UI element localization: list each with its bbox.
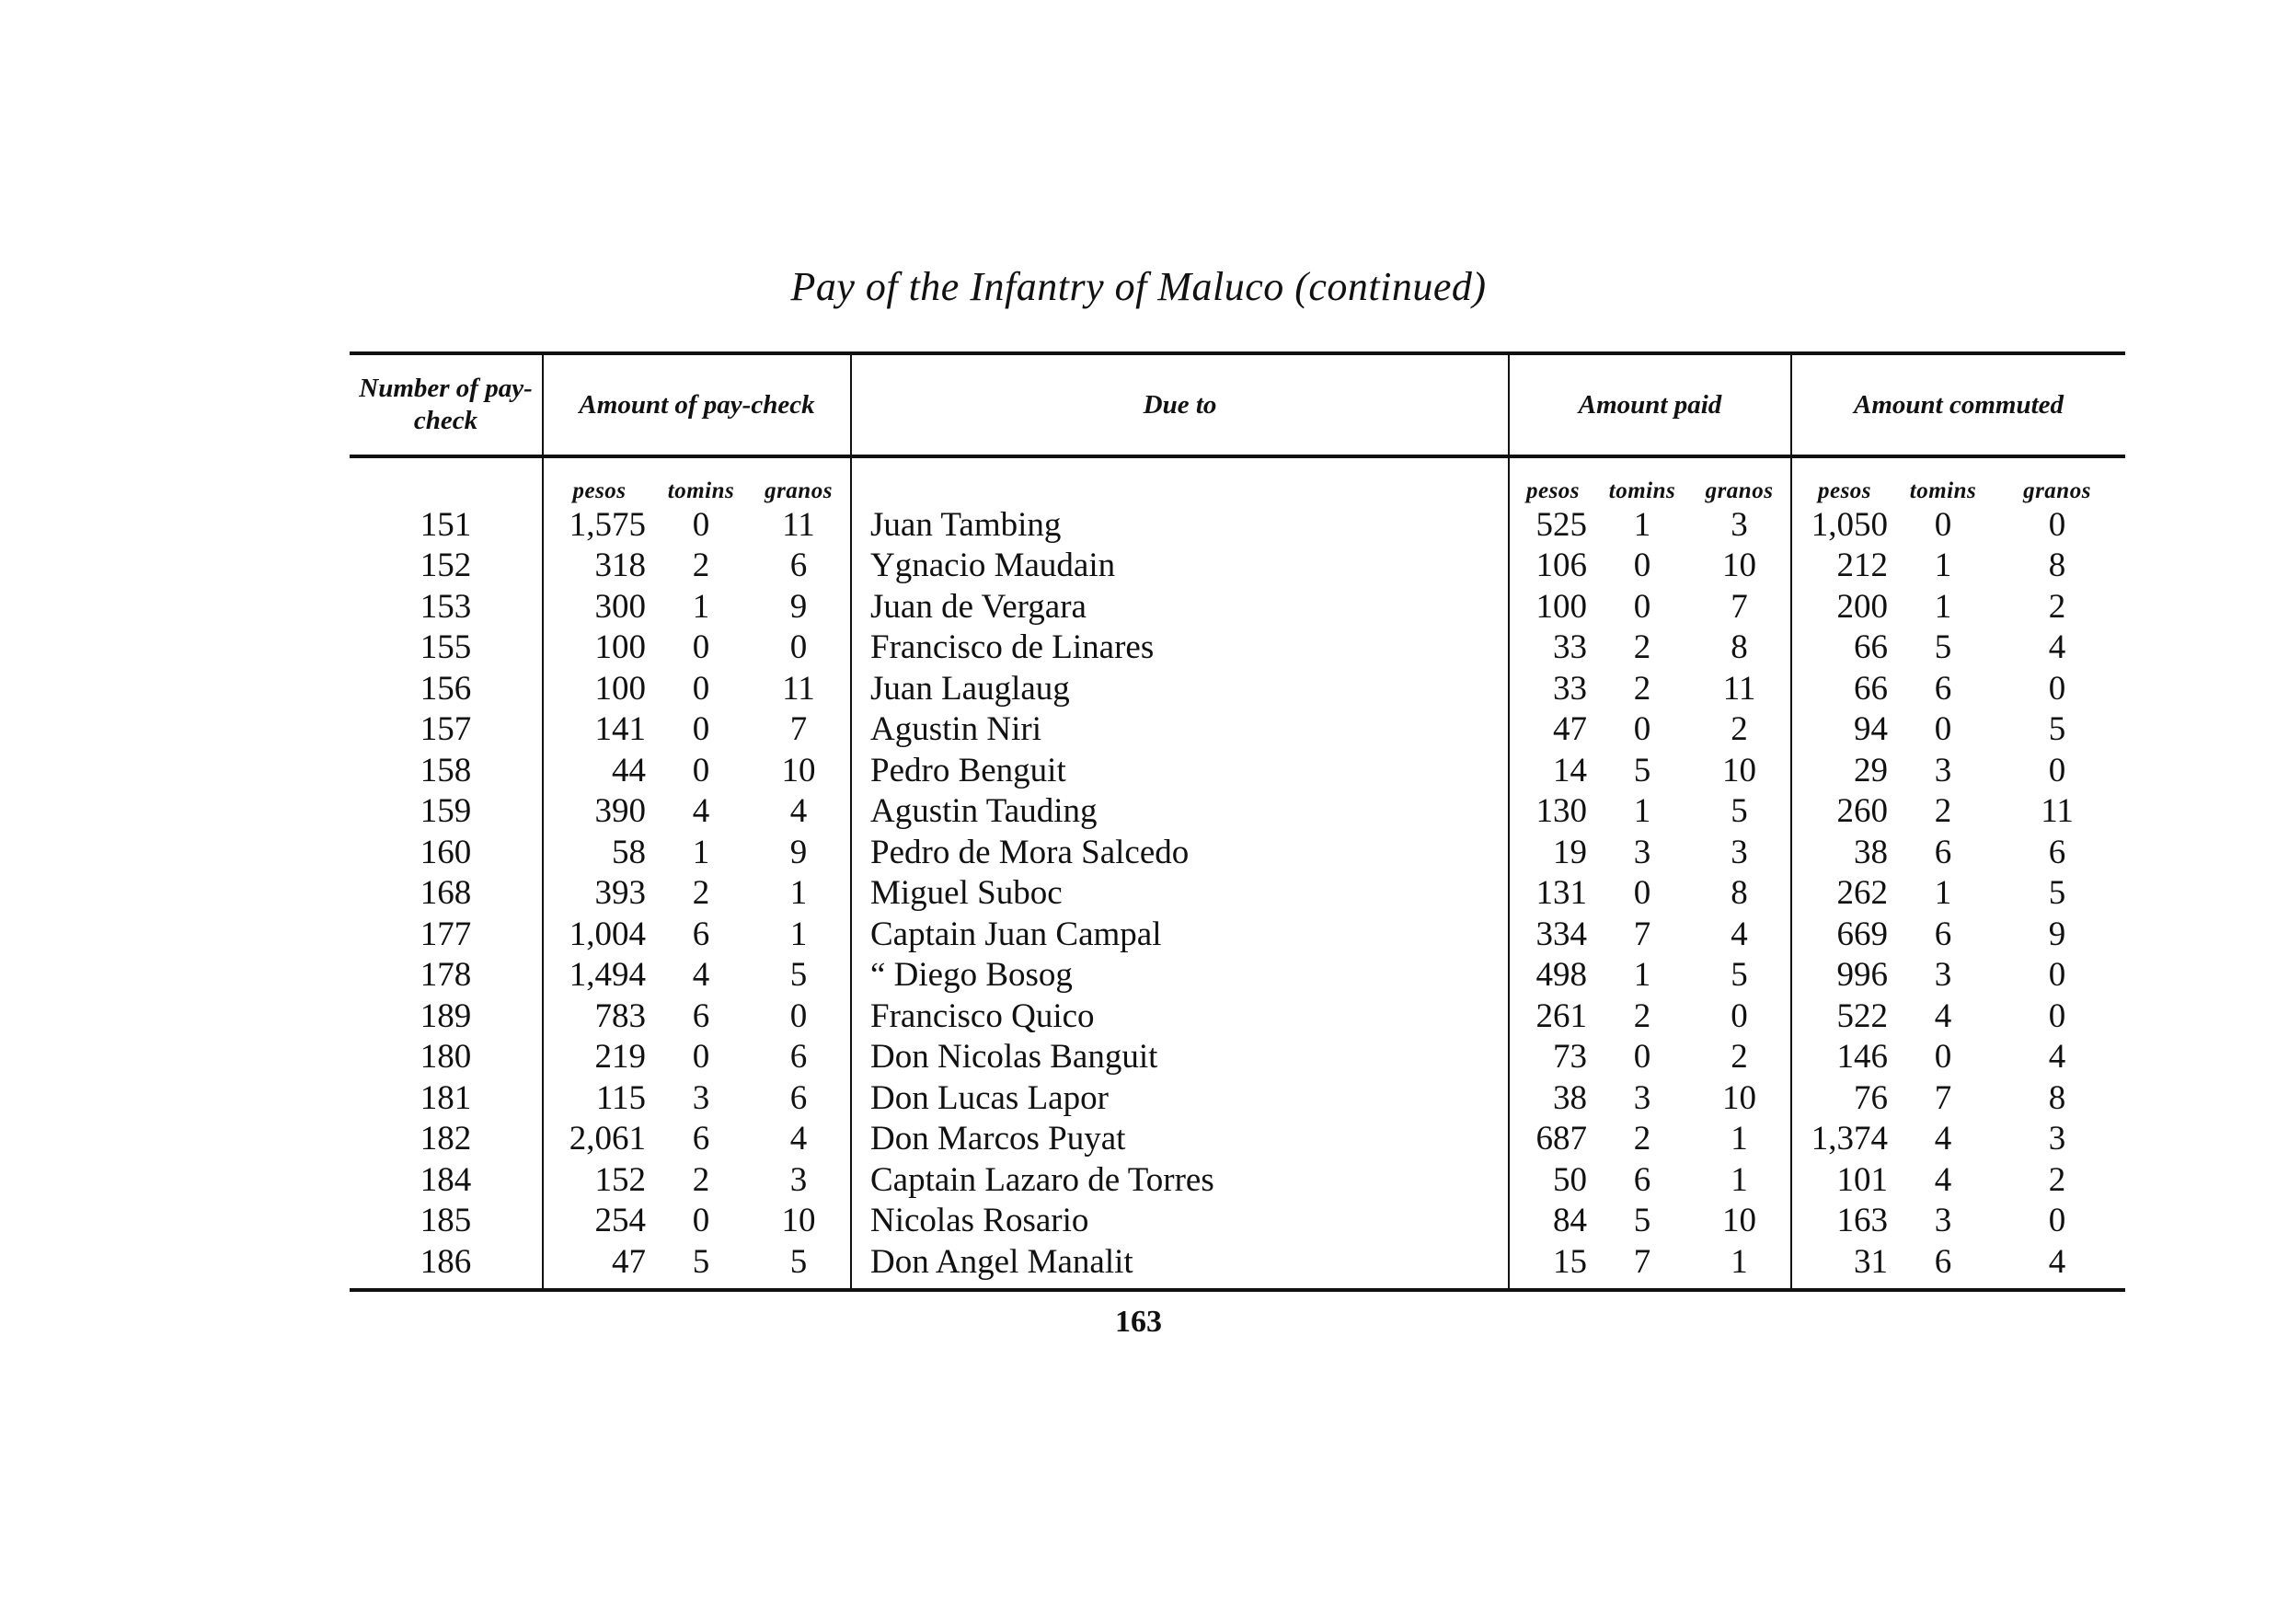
commuted-pesos: 31 — [1791, 1241, 1897, 1290]
table-row — [350, 873, 2125, 915]
paid-pesos: 33 — [1509, 668, 1596, 709]
table-row — [350, 504, 2125, 546]
amount-pesos: 318 — [543, 546, 655, 587]
paid-pesos: 498 — [1509, 955, 1596, 996]
amount-pesos: 2,061 — [543, 1119, 655, 1160]
table-row — [350, 791, 2125, 833]
due-to-name: Don Angel Manalit — [851, 1241, 1509, 1290]
paid-granos: 8 — [1731, 874, 1748, 913]
paycheck-number: 177 — [420, 915, 472, 953]
paycheck-number: 181 — [420, 1078, 472, 1117]
table-row — [350, 914, 2125, 955]
due-to-name: Miguel Suboc — [851, 873, 1509, 915]
amount-granos: 5 — [789, 956, 808, 995]
commuted-pesos: 76 — [1791, 1077, 1897, 1119]
paid-granos: 2 — [1731, 1038, 1748, 1077]
commuted-granos: 0 — [2048, 1202, 2066, 1240]
units-row — [350, 456, 2125, 504]
table-row — [350, 546, 2125, 587]
commuted-pesos: 996 — [1791, 955, 1897, 996]
amount-pesos: 783 — [543, 996, 655, 1037]
amount-pesos: 141 — [543, 709, 655, 751]
amount-tomins: 0 — [692, 710, 710, 749]
commuted-pesos: 146 — [1791, 1037, 1897, 1078]
table-row — [350, 1119, 2125, 1160]
due-to-name: Francisco de Linares — [851, 628, 1509, 669]
commuted-pesos: 66 — [1791, 668, 1897, 709]
due-to-name: Agustin Niri — [851, 709, 1509, 751]
table-row — [350, 1159, 2125, 1201]
paid-granos: 11 — [1722, 669, 1756, 708]
table-row — [350, 832, 2125, 873]
paid-tomins: 0 — [1633, 874, 1651, 913]
amount-tomins: 2 — [692, 547, 710, 585]
amount-tomins: 0 — [692, 1202, 710, 1240]
due-to-name: Don Marcos Puyat — [851, 1119, 1509, 1160]
due-to-name: Francisco Quico — [851, 996, 1509, 1037]
paycheck-number: 157 — [420, 710, 472, 749]
paid-tomins: 2 — [1633, 1120, 1651, 1158]
amount-tomins: 2 — [692, 1160, 710, 1199]
commuted-granos: 4 — [2048, 1038, 2066, 1077]
due-to-name: Don Nicolas Banguit — [851, 1037, 1509, 1078]
paid-granos: 10 — [1722, 1078, 1756, 1117]
header-amount: Amount of pay-check — [543, 353, 851, 456]
paid-tomins: 1 — [1633, 505, 1651, 544]
amount-granos: 1 — [789, 874, 808, 913]
commuted-tomins: 0 — [1934, 1038, 1952, 1077]
paid-granos: 10 — [1722, 751, 1756, 789]
table-row — [350, 955, 2125, 996]
commuted-tomins: 4 — [1934, 996, 1952, 1035]
amount-tomins: 3 — [692, 1078, 710, 1117]
paycheck-number: 152 — [420, 547, 472, 585]
commuted-pesos: 1,050 — [1791, 504, 1897, 546]
amount-pesos: 393 — [543, 873, 655, 915]
amount-granos: 3 — [789, 1160, 808, 1199]
paid-granos: 10 — [1722, 547, 1756, 585]
paid-tomins: 0 — [1633, 587, 1651, 626]
due-to-name: Agustin Tauding — [851, 791, 1509, 833]
due-to-name: Juan Lauglaug — [851, 668, 1509, 709]
commuted-granos: 0 — [2048, 505, 2066, 544]
commuted-pesos: 101 — [1791, 1159, 1897, 1201]
pay-table — [350, 351, 2125, 1292]
amount-pesos: 58 — [543, 832, 655, 873]
amount-tomins: 4 — [692, 792, 710, 831]
unit-tomins: tomins — [667, 478, 735, 503]
commuted-pesos: 212 — [1791, 546, 1897, 587]
amount-tomins: 0 — [692, 669, 710, 708]
paid-tomins: 0 — [1633, 1038, 1651, 1077]
commuted-tomins: 6 — [1934, 669, 1952, 708]
paid-tomins: 3 — [1633, 1078, 1651, 1117]
paid-granos: 10 — [1722, 1202, 1756, 1240]
commuted-granos: 3 — [2048, 1120, 2066, 1158]
commuted-tomins: 1 — [1934, 874, 1952, 913]
amount-granos: 10 — [781, 1202, 816, 1240]
commuted-granos: 0 — [2048, 956, 2066, 995]
page-number: 163 — [1115, 1305, 1162, 1339]
amount-granos: 9 — [789, 587, 808, 626]
paid-pesos: 106 — [1509, 546, 1596, 587]
paid-tomins: 7 — [1633, 915, 1651, 953]
amount-granos: 0 — [789, 628, 808, 667]
commuted-pesos: 262 — [1791, 873, 1897, 915]
amount-granos: 11 — [782, 669, 815, 708]
commuted-granos: 0 — [2048, 751, 2066, 789]
header-row — [350, 353, 2125, 456]
commuted-tomins: 6 — [1934, 833, 1952, 871]
paid-granos: 7 — [1731, 587, 1748, 626]
table-row — [350, 750, 2125, 791]
table-row — [350, 709, 2125, 751]
commuted-tomins: 3 — [1934, 956, 1952, 995]
amount-pesos: 44 — [543, 750, 655, 791]
paid-pesos: 19 — [1509, 832, 1596, 873]
paycheck-number: 186 — [350, 1241, 543, 1290]
header-amount-paid: Amount paid — [1509, 353, 1791, 456]
paycheck-number: 156 — [420, 669, 472, 708]
paycheck-number: 155 — [420, 628, 472, 667]
due-to-name: Captain Juan Campal — [851, 914, 1509, 955]
amount-pesos: 152 — [543, 1159, 655, 1201]
commuted-pesos: 94 — [1791, 709, 1897, 751]
amount-pesos: 254 — [543, 1201, 655, 1242]
commuted-tomins: 4 — [1934, 1120, 1952, 1158]
paid-pesos: 130 — [1509, 791, 1596, 833]
amount-pesos: 300 — [543, 586, 655, 628]
paid-granos: 3 — [1731, 505, 1748, 544]
amount-tomins: 6 — [692, 996, 710, 1035]
commuted-granos: 9 — [2048, 915, 2066, 953]
amount-tomins: 0 — [692, 751, 710, 789]
paid-tomins: 2 — [1633, 669, 1651, 708]
amount-granos: 11 — [782, 505, 815, 544]
commuted-tomins: 3 — [1934, 1202, 1952, 1240]
amount-tomins: 0 — [692, 1038, 710, 1077]
amount-granos: 6 — [789, 1078, 808, 1117]
paycheck-number: 168 — [420, 874, 472, 913]
paid-tomins: 2 — [1633, 628, 1651, 667]
commuted-granos: 5 — [2048, 874, 2066, 913]
paid-tomins: 1 — [1633, 956, 1651, 995]
paid-pesos: 33 — [1509, 628, 1596, 669]
paid-tomins: 1 — [1633, 792, 1651, 831]
paid-pesos: 261 — [1509, 996, 1596, 1037]
table-row — [350, 1241, 2125, 1290]
unit-granos: granos — [2023, 478, 2091, 503]
amount-tomins: 4 — [692, 956, 710, 995]
table-row — [350, 628, 2125, 669]
due-to-name: Captain Lazaro de Torres — [851, 1159, 1509, 1201]
paid-pesos: 131 — [1509, 873, 1596, 915]
paycheck-number: 160 — [420, 833, 472, 871]
unit-granos: granos — [1705, 478, 1774, 503]
commuted-tomins: 1 — [1934, 547, 1952, 585]
table-row — [350, 668, 2125, 709]
paid-pesos: 50 — [1509, 1159, 1596, 1201]
commuted-granos: 11 — [2041, 792, 2074, 831]
amount-pesos: 1,004 — [543, 914, 655, 955]
commuted-tomins: 3 — [1934, 751, 1952, 789]
commuted-granos: 8 — [2048, 1078, 2066, 1117]
commuted-pesos: 1,374 — [1791, 1119, 1897, 1160]
commuted-granos: 4 — [2048, 628, 2066, 667]
paid-tomins: 7 — [1596, 1241, 1688, 1290]
commuted-granos: 6 — [2048, 833, 2066, 871]
amount-pesos: 100 — [543, 628, 655, 669]
amount-granos: 9 — [789, 833, 808, 871]
due-to-name: Pedro de Mora Salcedo — [851, 832, 1509, 873]
paid-pesos: 14 — [1509, 750, 1596, 791]
unit-tomins: tomins — [1909, 478, 1977, 503]
due-to-name: Ygnacio Maudain — [851, 546, 1509, 587]
paycheck-number: 159 — [420, 792, 472, 831]
amount-pesos: 219 — [543, 1037, 655, 1078]
commuted-granos: 0 — [2048, 669, 2066, 708]
paid-granos: 2 — [1731, 710, 1748, 749]
amount-granos: 7 — [789, 710, 808, 749]
paid-pesos: 525 — [1509, 504, 1596, 546]
due-to-name: Nicolas Rosario — [851, 1201, 1509, 1242]
commuted-tomins: 6 — [1897, 1241, 1989, 1290]
commuted-granos: 2 — [2048, 1160, 2066, 1199]
header-amount-commuted: Amount commuted — [1791, 353, 2125, 456]
paid-pesos: 47 — [1509, 709, 1596, 751]
amount-granos: 1 — [789, 915, 808, 953]
paid-tomins: 2 — [1633, 996, 1651, 1035]
paycheck-number: 182 — [420, 1120, 472, 1158]
paycheck-number: 153 — [420, 587, 472, 626]
unit-pesos: pesos — [543, 456, 655, 504]
amount-pesos: 115 — [543, 1077, 655, 1119]
header-number: Number of pay-check — [350, 353, 543, 456]
commuted-pesos: 38 — [1791, 832, 1897, 873]
paid-granos: 0 — [1731, 996, 1748, 1035]
paid-pesos: 100 — [1509, 586, 1596, 628]
unit-pesos: pesos — [1509, 456, 1596, 504]
commuted-tomins: 7 — [1934, 1078, 1952, 1117]
commuted-tomins: 4 — [1934, 1160, 1952, 1199]
paid-tomins: 0 — [1633, 710, 1651, 749]
commuted-pesos: 260 — [1791, 791, 1897, 833]
commuted-tomins: 6 — [1934, 915, 1952, 953]
amount-granos: 4 — [789, 1120, 808, 1158]
commuted-tomins: 0 — [1934, 505, 1952, 544]
paid-granos: 1 — [1688, 1241, 1791, 1290]
amount-granos: 0 — [789, 996, 808, 1035]
commuted-pesos: 200 — [1791, 586, 1897, 628]
amount-granos: 6 — [789, 547, 808, 585]
amount-tomins: 0 — [692, 628, 710, 667]
commuted-tomins: 0 — [1934, 710, 1952, 749]
commuted-pesos: 163 — [1791, 1201, 1897, 1242]
paid-granos: 5 — [1731, 956, 1748, 995]
commuted-tomins: 5 — [1934, 628, 1952, 667]
amount-tomins: 1 — [692, 833, 710, 871]
amount-granos: 10 — [781, 751, 816, 789]
amount-pesos: 47 — [543, 1241, 655, 1290]
amount-tomins: 2 — [692, 874, 710, 913]
paycheck-number: 158 — [420, 751, 472, 789]
due-to-name: Don Lucas Lapor — [851, 1077, 1509, 1119]
table-row — [350, 1037, 2125, 1078]
paid-tomins: 5 — [1633, 751, 1651, 789]
amount-granos: 6 — [789, 1038, 808, 1077]
paycheck-number: 151 — [420, 505, 472, 544]
paid-granos: 4 — [1731, 915, 1748, 953]
table-row — [350, 1201, 2125, 1242]
commuted-pesos: 29 — [1791, 750, 1897, 791]
amount-granos: 5 — [747, 1241, 851, 1290]
paid-pesos: 687 — [1509, 1119, 1596, 1160]
paid-granos: 1 — [1731, 1160, 1748, 1199]
table-row — [350, 996, 2125, 1037]
paycheck-number: 180 — [420, 1038, 472, 1077]
paycheck-number: 184 — [420, 1160, 472, 1199]
amount-pesos: 390 — [543, 791, 655, 833]
amount-granos: 4 — [789, 792, 808, 831]
amount-tomins: 6 — [692, 1120, 710, 1158]
paycheck-number: 178 — [420, 956, 472, 995]
paid-granos: 5 — [1731, 792, 1748, 831]
table-row — [350, 1077, 2125, 1119]
commuted-granos: 2 — [2048, 587, 2066, 626]
paid-pesos: 73 — [1509, 1037, 1596, 1078]
amount-pesos: 1,494 — [543, 955, 655, 996]
unit-granos: granos — [765, 478, 833, 503]
unit-pesos: pesos — [1791, 456, 1897, 504]
commuted-tomins: 2 — [1934, 792, 1952, 831]
table-row — [350, 586, 2125, 628]
paid-tomins: 5 — [1633, 1202, 1651, 1240]
amount-tomins: 6 — [692, 915, 710, 953]
due-to-name: Pedro Benguit — [851, 750, 1509, 791]
commuted-pesos: 522 — [1791, 996, 1897, 1037]
commuted-pesos: 66 — [1791, 628, 1897, 669]
paid-tomins: 6 — [1633, 1160, 1651, 1199]
paid-granos: 8 — [1731, 628, 1748, 667]
commuted-granos: 5 — [2048, 710, 2066, 749]
commuted-granos: 8 — [2048, 547, 2066, 585]
paycheck-number: 185 — [420, 1202, 472, 1240]
paid-tomins: 0 — [1633, 547, 1651, 585]
paycheck-number: 189 — [420, 996, 472, 1035]
unit-tomins: tomins — [1608, 478, 1676, 503]
header-due-to: Due to — [851, 353, 1509, 456]
paid-pesos: 15 — [1509, 1241, 1596, 1290]
commuted-granos: 4 — [1989, 1241, 2125, 1290]
amount-tomins: 1 — [692, 587, 710, 626]
due-to-name: “ Diego Bosog — [851, 955, 1509, 996]
commuted-pesos: 669 — [1791, 914, 1897, 955]
paid-granos: 3 — [1731, 833, 1748, 871]
commuted-granos: 0 — [2048, 996, 2066, 1035]
commuted-tomins: 1 — [1934, 587, 1952, 626]
amount-pesos: 100 — [543, 668, 655, 709]
amount-tomins: 5 — [655, 1241, 747, 1290]
amount-pesos: 1,575 — [543, 504, 655, 546]
page-title: Pay of the Infantry of Maluco (continued) — [790, 264, 1487, 309]
paid-pesos: 334 — [1509, 914, 1596, 955]
amount-tomins: 0 — [692, 505, 710, 544]
due-to-name: Juan Tambing — [851, 504, 1509, 546]
paid-tomins: 3 — [1633, 833, 1651, 871]
paid-granos: 1 — [1731, 1120, 1748, 1158]
paid-pesos: 84 — [1509, 1201, 1596, 1242]
paid-pesos: 38 — [1509, 1077, 1596, 1119]
due-to-name: Juan de Vergara — [851, 586, 1509, 628]
